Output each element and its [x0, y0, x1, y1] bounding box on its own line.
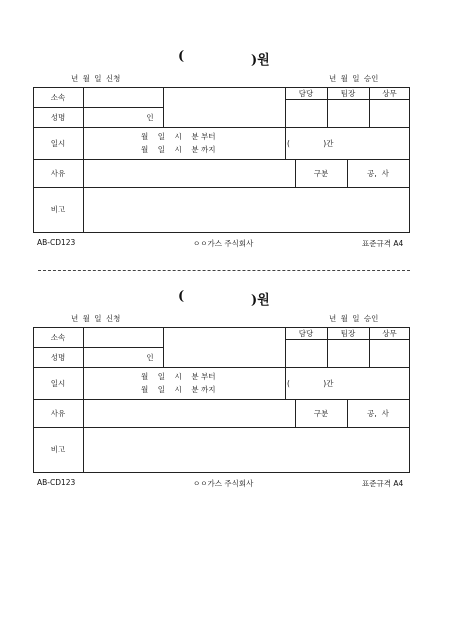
to-line: 월 일 시 분 까지 [141, 144, 216, 154]
approve-date: 년 월 일 승인 [329, 314, 379, 323]
apply-date: 년 월 일 신청 [71, 74, 121, 83]
title-close-won: )원 [251, 53, 270, 68]
approver-team-lead: 팀장 [340, 328, 356, 338]
paper-standard: 표준규격 A4 [362, 239, 404, 248]
approver-staff: 담당 [298, 88, 314, 98]
form-table [33, 327, 410, 473]
form-code: AB-CD123 [37, 478, 76, 487]
from-line: 월 일 시 분 부터 [141, 371, 216, 381]
cut-line [38, 270, 410, 271]
to-line: 월 일 시 분 까지 [141, 384, 216, 394]
label-reason: 사유 [50, 168, 66, 178]
approver-staff: 담당 [298, 328, 314, 338]
label-remarks: 비고 [50, 445, 66, 454]
approver-team-lead: 팀장 [340, 88, 356, 98]
form-title [33, 45, 410, 69]
label-category: 구분 [313, 168, 329, 178]
label-affiliation: 소속 [50, 92, 66, 102]
leave-form-top [33, 45, 410, 250]
title-open-paren: ( [178, 289, 185, 304]
approver-executive: 상무 [382, 328, 397, 338]
label-name: 성명 [50, 112, 66, 122]
leave-form-bottom [33, 285, 410, 490]
label-affiliation: 소속 [50, 332, 66, 342]
label-datetime: 일시 [50, 378, 66, 388]
category-value: 공, 사 [367, 408, 389, 418]
approver-executive: 상무 [382, 88, 397, 98]
label-name: 성명 [50, 352, 66, 362]
apply-date: 년 월 일 신청 [71, 314, 121, 323]
approve-date: 년 월 일 승인 [329, 74, 379, 83]
paper-standard: 표준규격 A4 [362, 479, 404, 488]
label-remarks: 비고 [50, 205, 66, 214]
category-value: 공, 사 [367, 168, 389, 178]
form-code: AB-CD123 [37, 238, 76, 247]
form-title [33, 285, 410, 309]
duration: ( )간 [287, 138, 334, 148]
label-reason: 사유 [50, 408, 66, 418]
company-name: ㅇㅇ가스 주식회사 [193, 239, 254, 248]
from-line: 월 일 시 분 부터 [141, 131, 216, 141]
label-category: 구분 [313, 408, 329, 418]
title-open-paren: ( [178, 49, 185, 64]
form-table [33, 87, 410, 233]
title-close-won: )원 [251, 293, 270, 308]
seal-mark: 인 [146, 352, 154, 362]
label-datetime: 일시 [50, 138, 66, 148]
company-name: ㅇㅇ가스 주식회사 [193, 479, 254, 488]
seal-mark: 인 [146, 112, 154, 122]
duration: ( )간 [287, 378, 334, 388]
